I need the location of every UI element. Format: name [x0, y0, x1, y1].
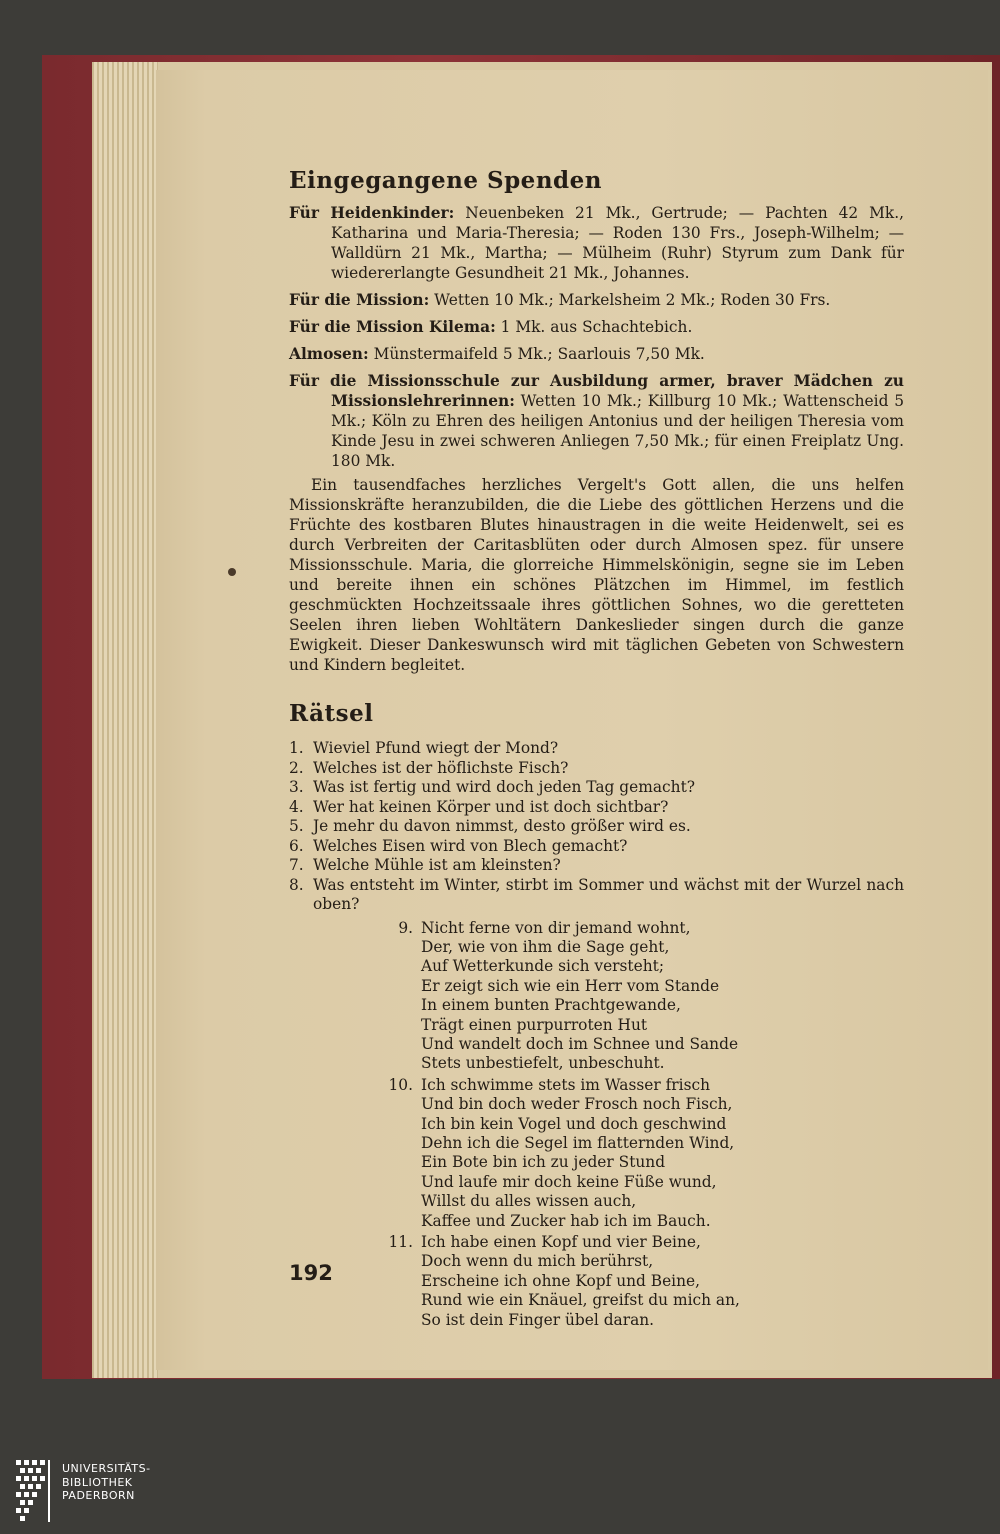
poem-line: Auf Wetterkunde sich versteht; [421, 957, 665, 976]
poem-line: Trägt einen purpurroten Hut [421, 1015, 648, 1034]
poem-line [388, 1233, 904, 1252]
poem-line: Und laufe mir doch keine Füße wund, [421, 1172, 717, 1191]
donation-entry [289, 344, 904, 364]
donation-entry [289, 203, 904, 283]
poem-line: Dehn ich die Segel im flatternden Wind, [421, 1133, 735, 1152]
poem-riddle [388, 919, 904, 1074]
donation-label: Für die Mission: [289, 291, 430, 309]
poem-line: Ich bin kein Vogel und doch geschwind [421, 1114, 727, 1133]
page-edges [92, 62, 158, 1378]
donation-text: Münstermaifeld 5 Mk.; Saarlouis 7,50 Mk. [368, 345, 705, 363]
poem-riddles [388, 919, 904, 1331]
poem-line: So ist dein Finger übel daran. [421, 1310, 655, 1329]
donation-entry [289, 317, 904, 337]
riddle-text: Welches ist der höflichste Fisch? [313, 758, 569, 777]
library-seal-icon [14, 1458, 56, 1524]
riddle-text: Wer hat keinen Körper und ist doch sichtbar? [313, 797, 669, 816]
donation-label: Für die Mission Kilema: [289, 318, 496, 336]
poem-riddle [388, 1076, 904, 1231]
donation-entry [289, 371, 904, 471]
riddle-number: 1. [289, 739, 304, 757]
poem-number: 10. [388, 1075, 413, 1094]
poem-line: Der, wie von ihm die Sage geht, [421, 937, 670, 956]
riddle-item [289, 817, 904, 837]
library-logo [14, 1458, 154, 1524]
riddle-item [289, 778, 904, 798]
riddle-text: Wieviel Pfund wiegt der Mond? [313, 739, 559, 757]
riddle-number: 7. [289, 856, 304, 874]
library-line: UNIVERSITÄTS- [62, 1462, 151, 1475]
donation-label: Für Heidenkinder: [289, 204, 455, 222]
poem-line-text: Ich habe einen Kopf und vier Beine, [421, 1233, 701, 1251]
poem-line: Er zeigt sich wie ein Herr vom Stande [421, 976, 720, 995]
riddle-item [289, 876, 904, 915]
riddle-number: 8. [289, 875, 304, 894]
heading-raetsel: Rätsel [289, 700, 374, 727]
riddle-text: Was ist fertig und wird doch jeden Tag gemacht? [313, 778, 695, 796]
poem-line: Erscheine ich ohne Kopf und Beine, [421, 1271, 701, 1290]
poem-number: 11. [388, 1233, 413, 1251]
donation-label: Almosen: [289, 345, 369, 363]
poem-line: Und wandelt doch im Schnee und Sande [421, 1034, 739, 1053]
poem-riddle [388, 1233, 904, 1330]
riddle-number: 5. [289, 817, 304, 835]
riddle-number: 3. [289, 778, 304, 796]
poem-line: In einem bunten Prachtgewande, [421, 996, 681, 1015]
heading-spenden: Eingegangene Spenden [289, 167, 602, 194]
poem-line [388, 1076, 904, 1095]
riddle-number: 6. [289, 836, 304, 855]
donation-label: Für die Missionsschule zur Ausbildung armer, braver Mädchen zu Missionslehrerinnen: [289, 372, 904, 410]
poem-line [388, 919, 904, 938]
thanks-paragraph: Ein tausendfaches herzliches Vergelt's Gott allen, die uns helfen Missionskräfte heranzubilden, die die Liebe des göttlichen Herzens und die Früchte des kostbaren Blutes hinaustragen in die weite Heidenwelt, sei es durch Verbreiten der Caritasblüten oder durch Almosen spez. für unsere Missionsschule. Maria, die glorreiche Himmelskönigin, segne sie im Leben und bereite ihnen ein schönes Plätzchen im Himmel, im festlich geschmückten Hochzeitssaale ihres göttlichen Sohnes, wo die geretteten Seelen ihren lieben Wohltätern Dankeslieder singen durch die ganze Ewigkeit. Dieser Dankeswunsch wird mit täglichen Gebeten von Schwestern und Kindern begleitet. [289, 476, 904, 674]
donation-text: Wetten 10 Mk.; Killburg 10 Mk.; Wattenscheid 5 Mk.; Köln zu Ehren des heiligen Antonius und der heiligen Theresia vom Kinde Jesu in zwei schweren Anliegen 7,50 Mk.; für einen Freiplatz Ung. 180 Mk. [331, 392, 904, 470]
riddle-text: Welche Mühle ist am kleinsten? [313, 856, 561, 874]
poem-number: 9. [398, 918, 413, 937]
library-line: PADERBORN [62, 1489, 135, 1502]
poem-line: Willst du alles wissen auch, [421, 1192, 637, 1211]
donation-text: Wetten 10 Mk.; Markelsheim 2 Mk.; Roden 30 Frs. [429, 291, 831, 309]
riddle-number: 2. [289, 758, 304, 777]
riddle-text: Je mehr du davon nimmst, desto größer wird es. [313, 817, 691, 835]
riddle-item [289, 837, 904, 857]
poem-line: Ein Bote bin ich zu jeder Stund [421, 1153, 666, 1172]
riddle-item [289, 798, 904, 818]
donation-text: Neuenbeken 21 Mk., Gertrude; — Pachten 42 Mk., Katharina und Maria-Theresia; — Roden 130 Frs., Joseph-Wilhelm; — Walldürn 21 Mk., Martha; — Mülheim (Ruhr) Styrum zum Dank für wiedererlangte Gesundheit 21 Mk., Johannes. [331, 204, 905, 282]
donation-text: 1 Mk. aus Schachtebich. [495, 318, 693, 336]
ink-spot [228, 568, 236, 576]
poem-line-text: Ich schwimme stets im Wasser frisch [421, 1075, 711, 1094]
riddle-item [289, 739, 904, 759]
riddle-item [289, 759, 904, 779]
page-number: 192 [289, 1261, 333, 1285]
page-content [289, 166, 904, 1330]
library-name [62, 1462, 151, 1503]
riddle-item [289, 856, 904, 876]
poem-line: Doch wenn du mich berührst, [421, 1252, 654, 1271]
poem-line: Stets unbestiefelt, unbeschuht. [421, 1054, 665, 1073]
riddle-text: Was entsteht im Winter, stirbt im Sommer und wächst mit der Wurzel nach oben? [313, 875, 904, 913]
library-line: BIBLIOTHEK [62, 1475, 133, 1489]
poem-line: Und bin doch weder Frosch noch Fisch, [421, 1095, 733, 1114]
riddle-text: Welches Eisen wird von Blech gemacht? [313, 836, 628, 855]
donation-entry [289, 290, 904, 310]
poem-line-text: Nicht ferne von dir jemand wohnt, [421, 918, 691, 937]
poem-line: Kaffee und Zucker hab ich im Bauch. [421, 1211, 711, 1230]
riddle-number: 4. [289, 797, 304, 816]
poem-line: Rund wie ein Knäuel, greifst du mich an, [421, 1291, 740, 1310]
riddle-list [289, 739, 904, 915]
